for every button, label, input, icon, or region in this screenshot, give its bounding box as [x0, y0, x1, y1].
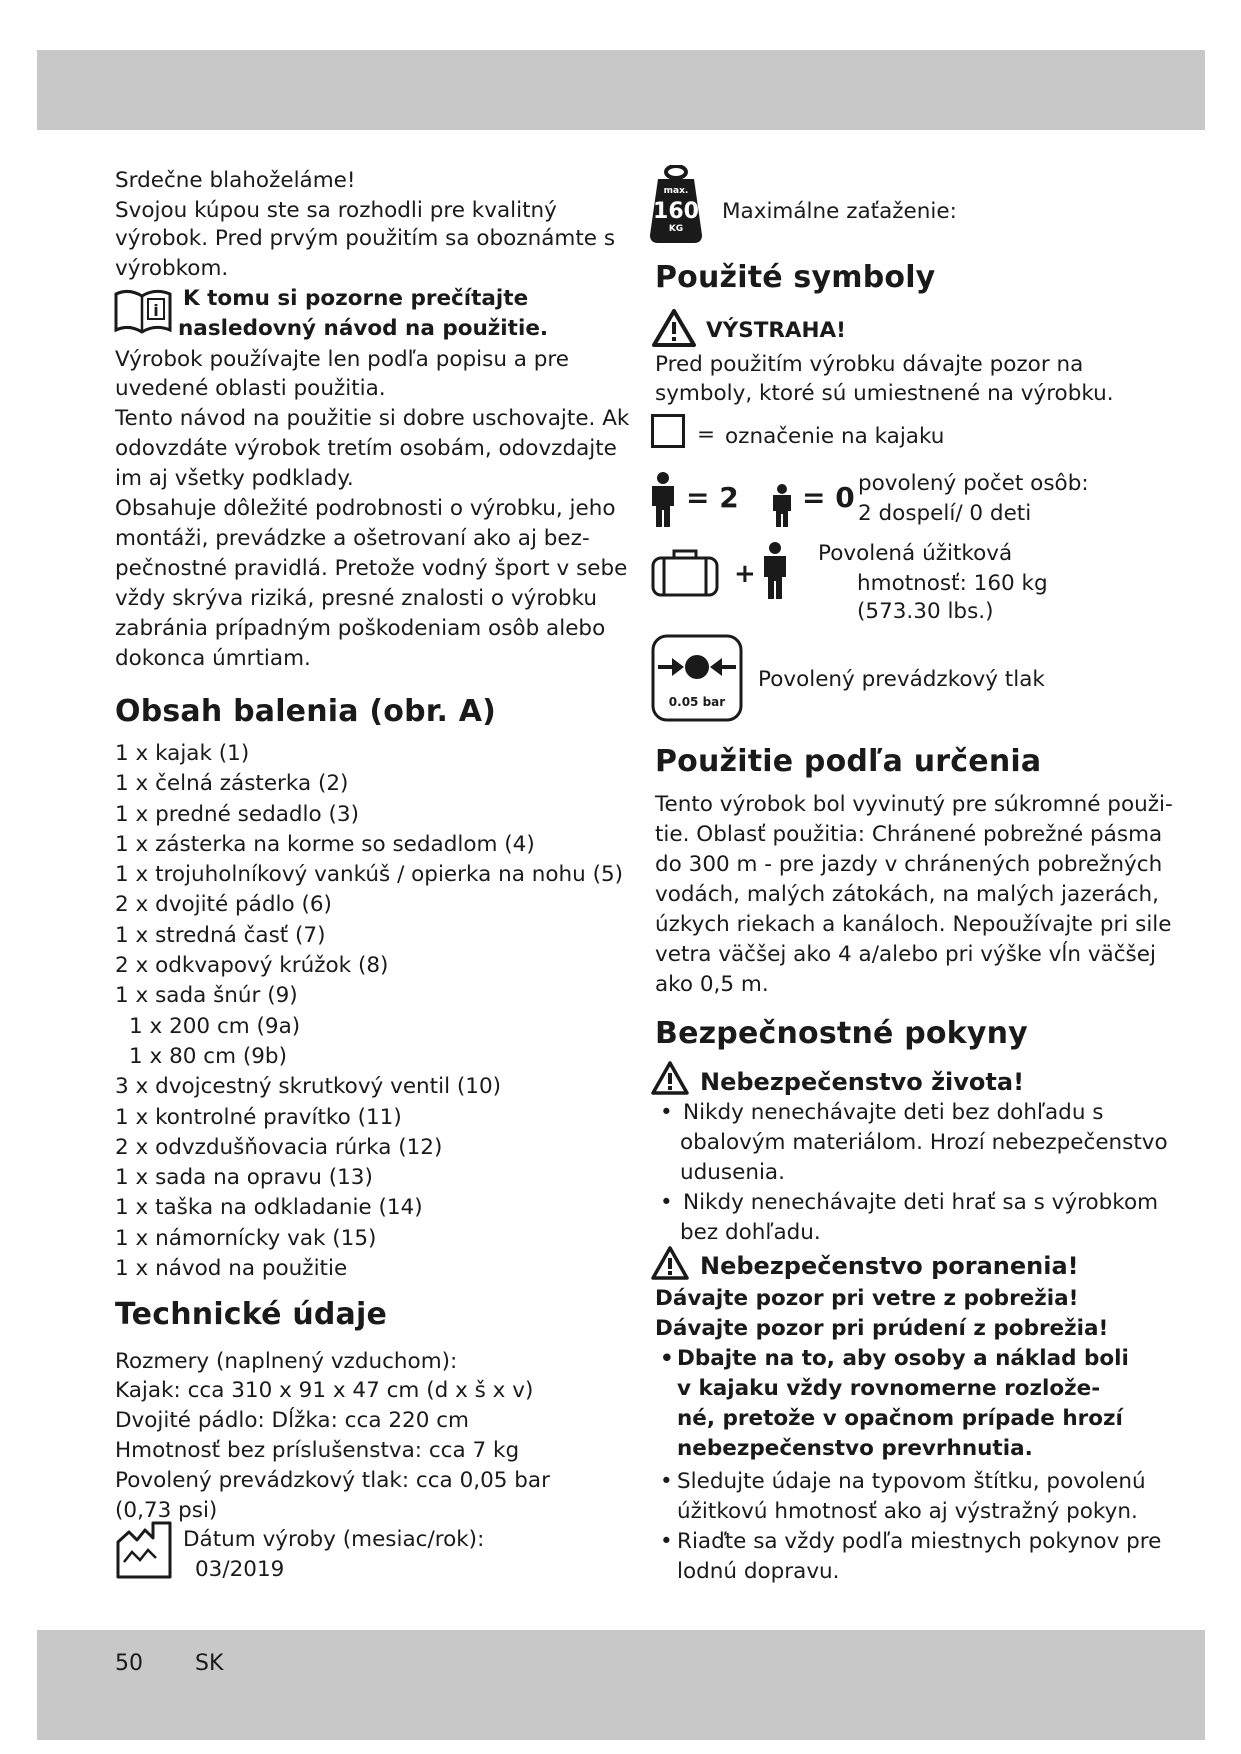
- injury-bold-1: Dávajte pozor pri vetre z pobrežia!: [655, 1286, 1079, 1311]
- tech-line-2: Kajak: cca 310 x 91 x 47 cm (d x š x v): [115, 1378, 534, 1403]
- tech-line-6: (0,73 psi): [115, 1498, 218, 1523]
- injury-bold-bullet-line-3: né, pretože v opačnom prípade hrozí: [677, 1406, 1123, 1431]
- body-line-2: uvedené oblasti použitia.: [115, 376, 386, 401]
- use-heading: Použitie podľa určenia: [655, 744, 1042, 779]
- read-manual-icon: [113, 286, 173, 336]
- svg-text:i: i: [153, 301, 159, 320]
- body-line-6: Obsahuje dôležité podrobnosti o výrobku, jeho: [115, 496, 616, 521]
- weight-icon-top: max.: [663, 186, 689, 196]
- payload-label-2: hmotnosť: 160 kg: [857, 571, 1048, 596]
- package-item: 1 x čelná zásterka (2): [115, 771, 349, 797]
- life-bullet-2-line-1: Nikdy nenechávajte deti hrať sa s výrobkom: [683, 1190, 1159, 1215]
- intro-line-1: Srdečne blahoželáme!: [115, 168, 356, 193]
- bullet-char: •: [660, 1100, 673, 1125]
- body-line-8: pečnostné pravidlá. Pretože vodný šport v sebe: [115, 556, 628, 581]
- bullet-char: •: [660, 1190, 673, 1215]
- use-line-7: ako 0,5 m.: [655, 972, 769, 997]
- read-notice-line-1: K tomu si pozorne prečítajte: [183, 286, 529, 311]
- tech-line-5: Povolený prevádzkový tlak: cca 0,05 bar: [115, 1468, 550, 1493]
- payload-plus: +: [734, 559, 756, 589]
- life-bullet-1-line-2: obalovým materiálom. Hrozí nebezpečenstvo: [680, 1130, 1168, 1155]
- manufacture-label: Dátum výroby (mesiac/rok):: [183, 1527, 485, 1552]
- body-line-3: Tento návod na použitie si dobre uschovajte. Ak: [115, 406, 630, 431]
- language-code: SK: [195, 1651, 224, 1676]
- body-line-1: Výrobok používajte len podľa popisu a pre: [115, 347, 570, 372]
- payload-person-icon: [762, 542, 788, 600]
- life-bullet-2: [660, 1188, 673, 1218]
- package-item: 1 x taška na odkladanie (14): [115, 1195, 423, 1221]
- package-item: 1 x stredná časť (7): [115, 922, 326, 948]
- package-item: 1 x zásterka na korme so sedadlom (4): [115, 831, 535, 857]
- payload-label-3: (573.30 lbs.): [857, 599, 994, 624]
- intro-line-3: výrobok. Pred prvým použitím sa oboznámte s: [115, 226, 616, 251]
- use-line-5: úzkych riekach a kanáloch. Nepoužívajte pri sile: [655, 912, 1172, 937]
- luggage-icon: [650, 548, 720, 598]
- bullet-char: •: [660, 1529, 673, 1554]
- danger-life-heading: Nebezpečenstvo života!: [700, 1068, 1025, 1096]
- injury-bullet-2: [660, 1527, 673, 1557]
- warning-label: VÝSTRAHA!: [706, 318, 846, 343]
- body-line-4: odovzdáte výrobok tretím osobám, odovzdajte: [115, 436, 617, 461]
- package-item: 1 x trojuholníkový vankúš / opierka na nohu (5): [115, 862, 624, 888]
- pressure-icon: [650, 633, 744, 723]
- manufacture-date-icon: [115, 1520, 173, 1580]
- danger-injury-heading: Nebezpečenstvo poranenia!: [700, 1252, 1079, 1280]
- warning-icon: [651, 308, 697, 348]
- manufacture-value: 03/2019: [195, 1557, 285, 1582]
- safety-heading: Bezpečnostné pokyny: [655, 1016, 1028, 1051]
- package-list: [115, 739, 623, 1284]
- header-bar: [37, 50, 1205, 130]
- pressure-icon-text: 0.05 bar: [668, 695, 726, 709]
- package-item: 3 x dvojcestný skrutkový ventil (10): [115, 1074, 502, 1100]
- payload-label-1: Povolená úžitková: [818, 541, 1013, 566]
- injury-bold-bullet: [660, 1344, 674, 1374]
- package-item: 1 x sada šnúr (9): [115, 983, 298, 1009]
- package-item: 2 x odkvapový krúžok (8): [115, 953, 389, 979]
- symbols-heading: Použité symboly: [655, 260, 936, 295]
- tech-line-1: Rozmery (naplnený vzduchom):: [115, 1349, 458, 1374]
- body-line-5: im aj všetky podklady.: [115, 466, 354, 491]
- use-line-1: Tento výrobok bol vyvinutý pre súkromné použi-: [655, 792, 1173, 817]
- pressure-label: Povolený prevádzkový tlak: [758, 667, 1045, 692]
- adult-person-icon: [650, 472, 676, 528]
- warning-text-2: symboly, ktoré sú umiestnené na výrobku.: [655, 381, 1114, 406]
- package-item: 2 x odvzdušňovacia rúrka (12): [115, 1134, 443, 1160]
- package-item: 1 x predné sedadlo (3): [115, 801, 359, 827]
- use-line-3: do 300 m - pre jazdy v chránených pobrežných: [655, 852, 1163, 877]
- adult-count: = 2: [686, 481, 739, 514]
- tech-line-3: Dvojité pádlo: Dĺžka: cca 220 cm: [115, 1408, 469, 1433]
- tech-line-4: Hmotnosť bez príslušenstva: cca 7 kg: [115, 1438, 520, 1463]
- package-item: 1 x kajak (1): [115, 741, 250, 766]
- page-number: 50: [115, 1651, 143, 1676]
- footer-bar: [37, 1630, 1205, 1740]
- injury-bold-bullet-line-1: Dbajte na to, aby osoby a náklad boli: [677, 1346, 1129, 1371]
- injury-bullet-2-line-2: lodnú dopravu.: [677, 1559, 840, 1584]
- danger-injury-warning-icon: [650, 1245, 690, 1281]
- use-line-2: tie. Oblasť použitia: Chránené pobrežné pásma: [655, 822, 1163, 847]
- body-line-7: montáži, prevádzke a ošetrovaní ako aj bez-: [115, 526, 590, 551]
- weight-icon-unit: KG: [668, 224, 684, 234]
- package-item: 1 x námornícky vak (15): [115, 1225, 377, 1251]
- injury-bullet-1-line-1: Sledujte údaje na typovom štítku, povolenú: [677, 1469, 1146, 1494]
- persons-label-2: 2 dospelí/ 0 deti: [858, 501, 1032, 526]
- use-line-4: vodách, malých zátokách, na malých jazerách,: [655, 882, 1160, 907]
- persons-label-1: povolený počet osôb:: [858, 471, 1089, 496]
- intro-line-4: výrobkom.: [115, 256, 229, 281]
- injury-bullet-1-line-2: úžitkovú hmotnosť ako aj výstražný pokyn.: [677, 1499, 1138, 1524]
- package-item: 1 x 80 cm (9b): [129, 1043, 287, 1069]
- body-line-11: dokonca úmrtiam.: [115, 646, 311, 671]
- injury-bullet-2-line-1: Riaďte sa vždy podľa miestnych pokynov pre: [677, 1529, 1162, 1554]
- injury-bold-2: Dávajte pozor pri prúdení z pobrežia!: [655, 1316, 1109, 1341]
- package-heading: Obsah balenia (obr. A): [115, 694, 497, 729]
- body-line-9: vždy skrýva riziká, presné znalosti o výrobku: [115, 586, 597, 611]
- kayak-mark-square-icon: [651, 414, 685, 448]
- child-person-icon: [771, 484, 793, 528]
- tech-heading: Technické údaje: [115, 1297, 388, 1332]
- life-bullet-1-line-1: Nikdy nenechávajte deti bez dohľadu s: [683, 1100, 1104, 1125]
- square-equals: =: [697, 422, 716, 447]
- injury-bullet-1: [660, 1467, 673, 1497]
- package-item: 1 x návod na použitie: [115, 1256, 348, 1282]
- warning-text-1: Pred použitím výrobku dávajte pozor na: [655, 352, 1084, 377]
- bullet-char: •: [660, 1469, 673, 1494]
- package-item: 1 x 200 cm (9a): [129, 1013, 301, 1039]
- package-item: 2 x dvojité pádlo (6): [115, 892, 332, 918]
- danger-life-warning-icon: [650, 1060, 690, 1096]
- intro-line-2: Svojou kúpou ste sa rozhodli pre kvalitný: [115, 198, 557, 223]
- body-line-10: zabránia prípadným poškodeniam osôb alebo: [115, 616, 606, 641]
- life-bullet-1-line-3: udusenia.: [680, 1160, 785, 1185]
- life-bullet-1: [660, 1098, 673, 1128]
- weight-icon: [648, 165, 704, 245]
- max-load-label: Maximálne zaťaženie:: [722, 199, 957, 224]
- read-notice-line-2: nasledovný návod na použitie.: [178, 316, 549, 341]
- bullet-char: •: [660, 1346, 674, 1371]
- injury-bold-bullet-line-4: nebezpečenstvo prevrhnutia.: [677, 1436, 1033, 1461]
- life-bullet-2-line-2: bez dohľadu.: [680, 1220, 821, 1245]
- square-label: označenie na kajaku: [725, 424, 945, 449]
- use-line-6: vetra väčšej ako 4 a/alebo pri výške vĺn väčšej: [655, 942, 1156, 967]
- child-count: = 0: [802, 481, 855, 514]
- package-item: 1 x kontrolné pravítko (11): [115, 1104, 402, 1130]
- package-item: 1 x sada na opravu (13): [115, 1165, 373, 1191]
- injury-bold-bullet-line-2: v kajaku vždy rovnomerne rozlože-: [677, 1376, 1101, 1401]
- weight-icon-value: 160: [653, 199, 699, 224]
